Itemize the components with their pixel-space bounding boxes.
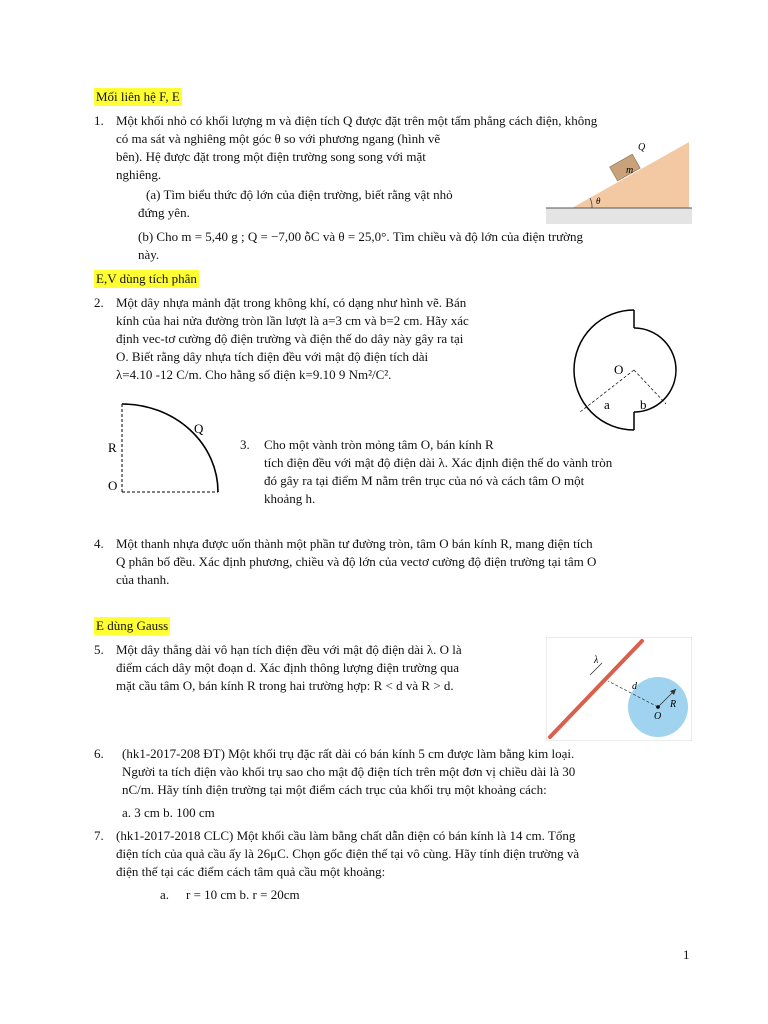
- problem-3-line-2: tích điện đều với mật độ điện dài λ. Xác định điện thế do vành tròn: [264, 455, 613, 470]
- problem-6-line-3: nC/m. Hãy tính điện trường tại một điểm cách trục của khối trụ một khoảng cách:: [122, 782, 547, 797]
- incline-plane-figure: [546, 138, 692, 224]
- problem-2-number: 2.: [94, 295, 104, 310]
- semicircle-center-label: O: [614, 362, 624, 377]
- problem-7-number: 7.: [94, 828, 104, 843]
- problem-7-answer-options: r = 10 cm b. r = 20cm: [186, 887, 300, 902]
- problem-3-line-3: đó gây ra tại điểm M nằm trên trục của nó và cách tâm O một: [264, 473, 585, 488]
- line-charge-lambda-label: λ: [594, 655, 599, 666]
- problem-5-line-3: mặt cầu tâm O, bán kính R trong hai trường hợp: R < d và R > d.: [116, 678, 454, 693]
- quarter-arc-figure: [104, 398, 228, 498]
- section-heading-integration: E,V dùng tích phân: [96, 271, 197, 286]
- section-heading-force-field: Mối liên hệ F, E: [96, 89, 180, 104]
- problem-7-line-1: (hk1-2017-2018 CLC) Một khối cầu làm bằng chất dẫn điện có bán kính là 14 cm. Tổng: [116, 828, 576, 843]
- distance-d-label: d: [632, 681, 637, 692]
- problem-2-line-1: Một dây nhựa mảnh đặt trong không khí, có dạng như hình vẽ. Bán: [116, 295, 467, 310]
- problem-7-line-3: điện thế tại các điểm cách tâm quả cầu một khoảng:: [116, 864, 386, 879]
- arc-center-label: O: [108, 478, 118, 493]
- problem-7-line-2: điện tích của quả cầu ấy là 26μC. Chọn gốc điện thế tại vô cùng. Hãy tính điện trường và: [116, 846, 580, 861]
- problem-4-line-1: Một thanh nhựa được uốn thành một phần tư đường tròn, tâm O bán kính R, mang điện tích: [116, 536, 593, 551]
- problem-1-part-b-line-1: (b) Cho m = 5,40 g ; Q = −7,00 ỗC và θ = 25,0°. Tìm chiều và độ lớn của điện trường: [138, 229, 583, 244]
- incline-mass-label: m: [626, 165, 634, 176]
- sphere-center-label: O: [654, 711, 662, 722]
- problem-1-line-4: nghiêng.: [116, 167, 162, 182]
- problem-1-line-1: Một khối nhỏ có khối lượng m và điện tích Q được đặt trên một tấm phẳng cách điện, không: [116, 113, 598, 128]
- problem-4-line-3: của thanh.: [116, 572, 170, 587]
- page-number: 1: [683, 947, 690, 962]
- problem-2-line-2: kính của hai nửa đường tròn lần lượt là a=3 cm và b=2 cm. Hãy xác: [116, 313, 469, 328]
- problem-4-number: 4.: [94, 536, 104, 551]
- incline-charge-label: Q: [638, 142, 646, 153]
- problem-6-line-2: Người ta tích điện vào khối trụ sao cho mật độ điện tích trên một đơn vị chiều dài là 30: [122, 764, 576, 779]
- problem-6-answer-options: a. 3 cm b. 100 cm: [122, 805, 215, 820]
- problem-2-line-4: O. Biết rằng dây nhựa tích điện đều với mật độ điện tích dài: [116, 349, 429, 364]
- problem-5-number: 5.: [94, 642, 104, 657]
- problem-6-number: 6.: [94, 746, 104, 761]
- problem-2-line-3: định vec-tơ cường độ điện trường và điện thế do dây này gây ra tại: [116, 331, 464, 346]
- sphere-radius-label: R: [670, 699, 677, 710]
- semicircle-radius-a-label: a: [604, 397, 610, 412]
- problem-1-line-3: bên). Hệ được đặt trong một điện trường song song với mặt: [116, 149, 426, 164]
- problem-1-part-a-line-2: đứng yên.: [138, 205, 190, 220]
- problem-4-line-2: Q phân bố đều. Xác định phương, chiều và độ lớn của vectơ cường độ điện trường tại tâm O: [116, 554, 597, 569]
- problem-5-line-2: điểm cách dây một đoạn d. Xác định thông lượng điện trường qua: [116, 660, 460, 675]
- problem-6-line-1: (hk1-2017-208 ĐT) Một khối trụ đặc rất dài có bán kính 5 cm được làm bằng kim loại.: [122, 746, 575, 761]
- problem-1-part-a-line-1: (a) Tìm biểu thức độ lớn của điện trường, biết rằng vật nhỏ: [146, 187, 453, 202]
- problem-3-line-4: khoảng h.: [264, 491, 316, 506]
- arc-radius-label: R: [108, 440, 117, 455]
- line-charge-sphere-figure: [546, 637, 692, 741]
- problem-2-line-5: λ=4.10 -12 C/m. Cho hằng số điện k=9.10 9 Nm²/C².: [116, 367, 392, 382]
- problem-3-line-1: Cho một vành tròn mỏng tâm O, bán kính R: [264, 437, 494, 452]
- incline-angle-label: θ: [596, 196, 601, 206]
- problem-1-line-2: có ma sát và nghiêng một góc θ so với phương ngang (hình vẽ: [116, 131, 441, 146]
- semicircle-radius-b-label: b: [640, 397, 647, 412]
- problem-5-line-1: Một dây thẳng dài vô hạn tích điện đều với mật độ điện dài λ. O là: [116, 642, 462, 657]
- section-heading-gauss: E dùng Gauss: [96, 618, 169, 633]
- problem-3-number: 3.: [240, 437, 250, 452]
- problem-1-number: 1.: [94, 113, 104, 128]
- problem-1-part-b-line-2: này.: [138, 247, 160, 262]
- semicircles-wire-figure: [556, 300, 690, 436]
- problem-7-answer-marker: a.: [160, 887, 170, 902]
- arc-charge-label: Q: [194, 421, 204, 436]
